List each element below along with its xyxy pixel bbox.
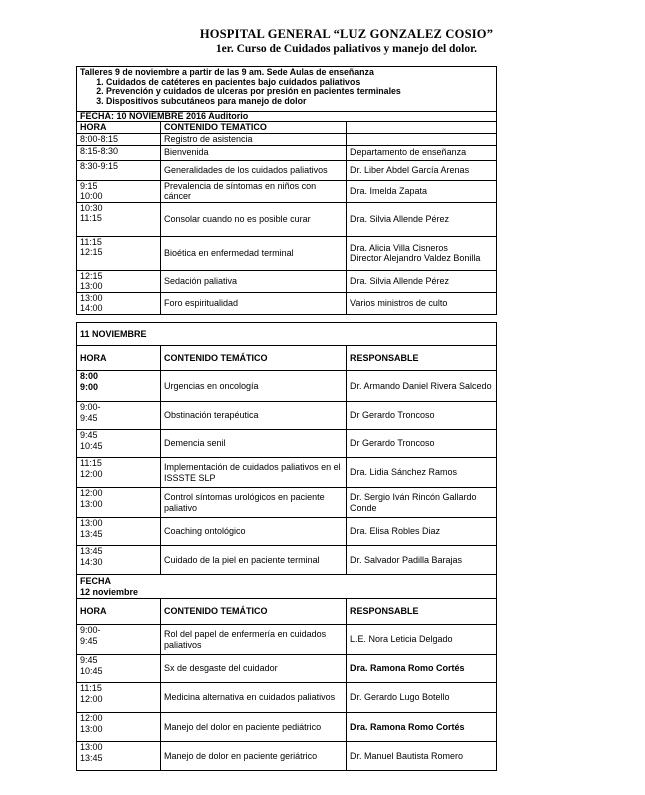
responsable-cell: Dra. Elisa Robles Diaz	[347, 518, 497, 546]
day3-rows	[77, 625, 497, 771]
schedule-table-days23	[76, 322, 497, 771]
tema-cell: Urgencias en oncología	[161, 371, 347, 402]
hora-cell: 9:15 10:00	[77, 180, 161, 202]
schedule-row	[77, 518, 497, 546]
schedule-row	[77, 134, 497, 146]
responsable-cell: Dr Gerardo Troncoso	[347, 402, 497, 430]
fecha-day2: 11 NOVIEMBRE	[77, 323, 497, 346]
schedule-row	[77, 402, 497, 430]
talleres-cell	[77, 67, 497, 112]
col-header-contenido: CONTENIDO TEMATICO	[161, 122, 347, 134]
tema-cell: Medicina alternativa en cuidados paliativos	[161, 683, 347, 713]
responsable-cell: Departamento de enseñanza	[347, 145, 497, 160]
hora-cell: 8:30-9:15	[77, 160, 161, 180]
hora-cell: 12:00 13:00	[77, 488, 161, 518]
schedule-row	[77, 371, 497, 402]
tema-cell: Control síntomas urológicos en paciente paliativo	[161, 488, 347, 518]
col-header-responsable: RESPONSABLE	[347, 346, 497, 371]
hora-cell: 9:00- 9:45	[77, 402, 161, 430]
schedule-row	[77, 236, 497, 270]
talleres-text: Talleres 9 de noviembre a partir de las 9 am. Sede Aulas de enseñanza	[80, 67, 374, 77]
col-header-contenido: CONTENIDO TEMÁTICO	[161, 346, 347, 371]
tema-cell: Registro de asistencia	[161, 134, 347, 146]
responsable-cell: Dr. Liber Abdel García Arenas	[347, 160, 497, 180]
tema-cell: Manejo de dolor en paciente geriátrico	[161, 742, 347, 771]
schedule-row	[77, 145, 497, 160]
tema-cell: Manejo del dolor en paciente pediátrico	[161, 713, 347, 742]
schedule-row	[77, 180, 497, 202]
col-header-responsable	[347, 122, 497, 134]
col-header-contenido: CONTENIDO TEMÁTICO	[161, 599, 347, 625]
col-header-hora: HORA	[77, 599, 161, 625]
responsable-cell: L.E. Nora Leticia Delgado	[347, 625, 497, 655]
hospital-title: HOSPITAL GENERAL “LUZ GONZALEZ COSIO”	[199, 27, 494, 41]
tema-cell: Sx de desgaste del cuidador	[161, 655, 347, 683]
hora-cell: 8:00 9:00	[77, 371, 161, 402]
day2-rows	[77, 371, 497, 575]
schedule-row	[77, 713, 497, 742]
responsable-cell: Dr. Armando Daniel Rivera Salcedo	[347, 371, 497, 402]
schedule-table-day1	[76, 66, 497, 315]
hora-cell: 11:15 12:00	[77, 458, 161, 488]
tema-cell: Implementación de cuidados paliativos en el ISSSTE SLP	[161, 458, 347, 488]
col-header-responsable: RESPONSABLE	[347, 599, 497, 625]
responsable-cell: Dr Gerardo Troncoso	[347, 430, 497, 458]
course-title: 1er. Curso de Cuidados paliativos y manejo del dolor.	[215, 43, 478, 55]
responsable-cell: Dr. Sergio Iván Rincón Gallardo Conde	[347, 488, 497, 518]
responsable-cell: Dra. Silvia Allende Pérez	[347, 202, 497, 236]
schedule-row	[77, 742, 497, 771]
schedule-row	[77, 292, 497, 314]
schedule-row	[77, 683, 497, 713]
hora-cell: 8:00-8:15	[77, 134, 161, 146]
schedule-row	[77, 458, 497, 488]
hora-cell: 13:00 13:45	[77, 742, 161, 771]
responsable-cell: Dra. Ramona Romo Cortés	[347, 713, 497, 742]
hora-cell: 13:00 13:45	[77, 518, 161, 546]
hora-cell: 13:45 14:30	[77, 546, 161, 575]
schedule-row	[77, 202, 497, 236]
hora-cell: 8:15-8:30	[77, 145, 161, 160]
responsable-cell: Dra. Imelda Zapata	[347, 180, 497, 202]
responsable-cell: Dra. Lidia Sánchez Ramos	[347, 458, 497, 488]
schedule-row	[77, 546, 497, 575]
responsable-cell: Dr. Salvador Padilla Barajas	[347, 546, 497, 575]
tema-cell: Prevalencia de síntomas en niños con cáncer	[161, 180, 347, 202]
fecha-day1: FECHA: 10 NOVIEMBRE 2016 Auditorio	[77, 112, 497, 122]
schedule-row	[77, 655, 497, 683]
hora-cell: 9:45 10:45	[77, 655, 161, 683]
responsable-cell	[347, 134, 497, 146]
responsable-cell: Dr. Gerardo Lugo Botello	[347, 683, 497, 713]
col-header-hora: HORA	[77, 346, 161, 371]
talleres-item: 1. Cuidados de catéteres en pacientes bajo cuidados paliativos	[106, 78, 493, 88]
hora-cell: 11:15 12:15	[77, 236, 161, 270]
tema-cell: Coaching ontológico	[161, 518, 347, 546]
col-header-hora: HORA	[77, 122, 161, 134]
responsable-cell: Dra. Alicia Villa Cisneros Director Alejandro Valdez Bonilla	[347, 236, 497, 270]
tema-cell: Bienvenida	[161, 145, 347, 160]
talleres-item: 2. Prevención y cuidados de ulceras por presión en pacientes terminales	[106, 87, 493, 97]
tema-cell: Foro espiritualidad	[161, 292, 347, 314]
hora-cell: 12:15 13:00	[77, 270, 161, 292]
tema-cell: Obstinación terapéutica	[161, 402, 347, 430]
talleres-list	[80, 78, 493, 107]
fecha-day3: FECHA 12 noviembre	[77, 575, 497, 599]
tema-cell: Consolar cuando no es posible curar	[161, 202, 347, 236]
schedule-row	[77, 625, 497, 655]
tema-cell: Bioética en enfermedad terminal	[161, 236, 347, 270]
hora-cell: 11:15 12:00	[77, 683, 161, 713]
tema-cell: Rol del papel de enfermería en cuidados paliativos	[161, 625, 347, 655]
tema-cell: Sedación paliativa	[161, 270, 347, 292]
hora-cell: 10:30 11:15	[77, 202, 161, 236]
schedule-row	[77, 488, 497, 518]
tema-cell: Demencia senil	[161, 430, 347, 458]
hora-cell: 9:00- 9:45	[77, 625, 161, 655]
responsable-cell: Varios ministros de culto	[347, 292, 497, 314]
talleres-item: 3. Dispositivos subcutáneos para manejo de dolor	[106, 97, 493, 107]
responsable-cell: Dra. Silvia Allende Pérez	[347, 270, 497, 292]
hora-cell: 9:45 10:45	[77, 430, 161, 458]
day1-rows	[77, 134, 497, 315]
responsable-cell: Dra. Ramona Romo Cortés	[347, 655, 497, 683]
hora-cell: 12:00 13:00	[77, 713, 161, 742]
responsable-cell: Dr. Manuel Bautista Romero	[347, 742, 497, 771]
schedule-row	[77, 430, 497, 458]
tema-cell: Generalidades de los cuidados paliativos	[161, 160, 347, 180]
hora-cell: 13:00 14:00	[77, 292, 161, 314]
tema-cell: Cuidado de la piel en paciente terminal	[161, 546, 347, 575]
schedule-row	[77, 160, 497, 180]
schedule-row	[77, 270, 497, 292]
